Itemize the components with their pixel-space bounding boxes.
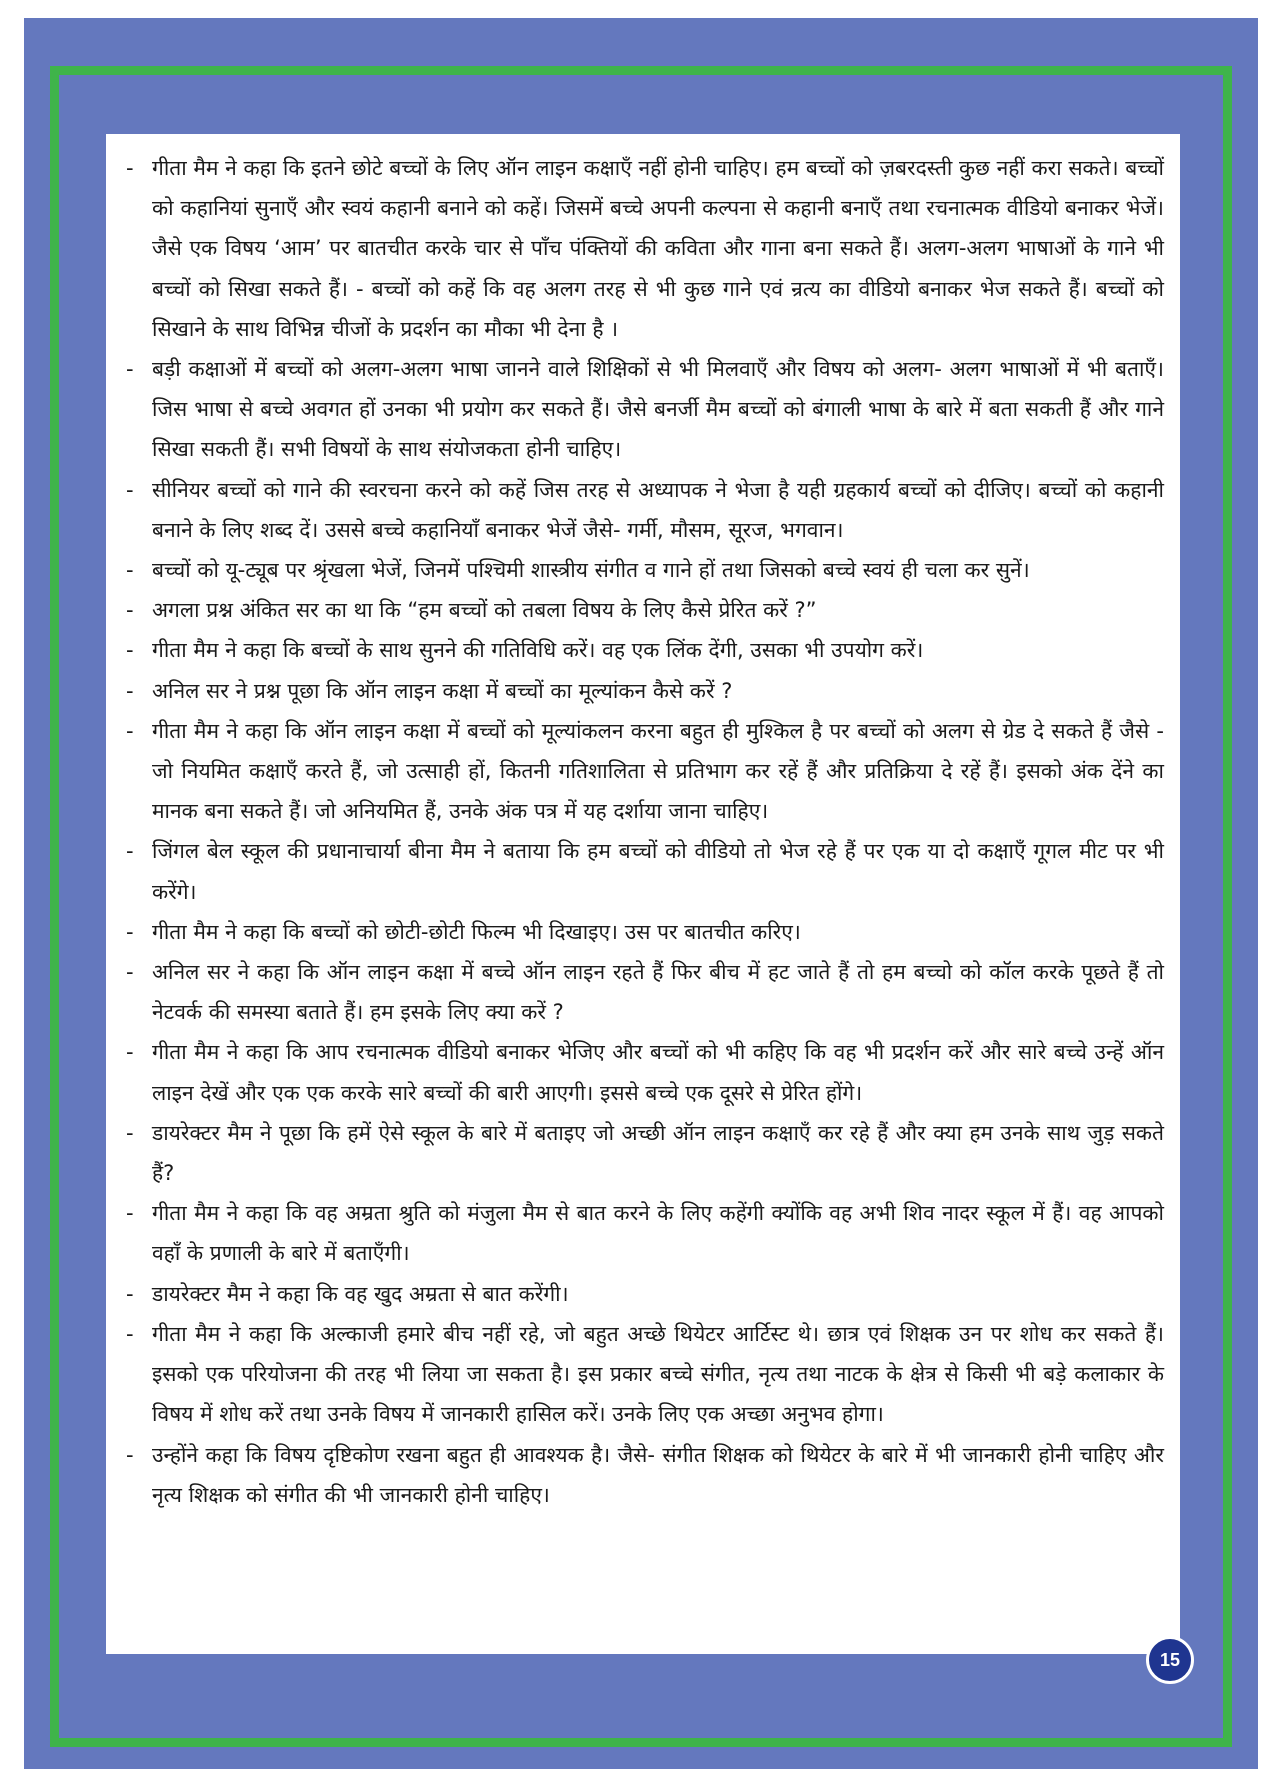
list-item bbox=[124, 470, 1164, 550]
minutes-list bbox=[124, 148, 1164, 1515]
bullet-dash: - bbox=[126, 357, 134, 382]
bullet-dash: - bbox=[126, 839, 134, 864]
item-text: अगला प्रश्न अंकित सर का था कि “हम बच्चों को तबला विषय के लिए कैसे प्रेरित करें ?” bbox=[152, 598, 817, 623]
item-text: उन्होंने कहा कि विषय दृष्टिकोण रखना बहुत ही आवश्यक है। जैसे- संगीत शिक्षक को थियेटर के बारे में भी जानकारी होनी चाहिए और नृत्य शिक्षक को संगीत की भी जानकारी होनी चाहिए। bbox=[152, 1442, 1164, 1507]
bullet-dash: - bbox=[126, 1040, 134, 1065]
bullet-dash: - bbox=[126, 1321, 134, 1346]
bullet-dash: - bbox=[126, 156, 134, 180]
list-item bbox=[124, 1193, 1164, 1273]
item-text: डायरेक्टर मैम ने पूछा कि हमें ऐसे स्कूल के बारे में बताइए जो अच्छी ऑन लाइन कक्षाएँ कर रहे हैं और क्या हम उनके साथ जुड़ सकते हैं? bbox=[152, 1120, 1164, 1186]
list-item bbox=[124, 148, 1164, 349]
bullet-dash: - bbox=[126, 1281, 134, 1306]
item-text: गीता मैम ने कहा कि बच्चों को छोटी-छोटी फिल्म भी दिखाइए। उस पर बातचीत करिए। bbox=[152, 919, 801, 944]
item-text: गीता मैम ने कहा कि ऑन लाइन कक्षा में बच्चों को मूल्यांकलन करना बहुत ही मुश्किल है पर बच्चों को अलग से ग्रेड दे सकते हैं जैसे - जो नियमित कक्षाएँ करते हैं, जो उत्साही हों, कितनी गतिशालिता से प्रतिभाग कर रहें हैं और प्रतिक्रिया दे रहें हैं। इसको अंक देंने का मानक बना सकते हैं। जो अनियमित हैं, उनके अंक पत्र में यह दर्शाया जाना चाहिए। bbox=[152, 718, 1164, 824]
item-text: गीता मैम ने कहा कि आप रचनात्मक वीडियो बनाकर भेजिए और बच्चों को भी कहिए कि वह भी प्रदर्शन करें और सारे बच्चे उन्हें ऑन लाइन देखें और एक एक करके सारे बच्चों की बारी आएगी। इससे बच्चे एक दूसरे से प्रेरित होंगे। bbox=[152, 1040, 1164, 1105]
list-item bbox=[124, 912, 1164, 952]
item-text: गीता मैम ने कहा कि अल्काजी हमारे बीच नहीं रहे, जो बहुत अच्छे थियेटर आर्टिस्ट थे। छात्र एवं शिक्षक उन पर शोध कर सकते हैं। इसको एक परियोजना की तरह भी लिया जा सकता है। इस प्रकार बच्चे संगीत, नृत्य तथा नाटक के क्षेत्र से किसी भी बड़े कलाकार के विषय में शोध करें तथा उनके विषय में जानकारी हासिल करें। उनके लिए एक अच्छा अनुभव होगा। bbox=[152, 1321, 1164, 1427]
list-item bbox=[124, 671, 1164, 711]
item-text: बड़ी कक्षाओं में बच्चों को अलग-अलग भाषा जानने वाले शिक्षिकों से भी मिलवाएँ और विषय को अलग- अलग भाषाओं में भी बताएँ। जिस भाषा से बच्चे अवगत हों उनका भी प्रयोग कर सकते हैं। जैसे बनर्जी मैम बच्चों को बंगाली भाषा के बारे में बता सकती हैं और गाने सिखा सकती हैं। सभी विषयों के साथ संयोजकता होनी चाहिए। bbox=[152, 357, 1164, 462]
item-text: अनिल सर ने प्रश्न पूछा कि ऑन लाइन कक्षा में बच्चों का मूल्यांकन कैसे करें ? bbox=[152, 678, 733, 703]
bullet-dash: - bbox=[126, 477, 134, 502]
bullet-dash: - bbox=[126, 1120, 134, 1145]
bullet-dash: - bbox=[126, 678, 134, 703]
item-text: गीता मैम ने कहा कि बच्चों के साथ सुनने की गतिविधि करें। वह एक लिंक देंगी, उसका भी उपयोग करें। bbox=[152, 638, 924, 663]
list-item bbox=[124, 349, 1164, 470]
page-number-badge: 15 bbox=[1146, 1636, 1194, 1684]
list-item bbox=[124, 711, 1164, 832]
item-text: बच्चों को यू-ट्यूब पर श्रृंखला भेजें, जिनमें पश्चिमी शास्त्रीय संगीत व गाने हों तथा जिसको बच्चे स्वयं ही चला कर सुनें। bbox=[152, 558, 1030, 583]
list-item bbox=[124, 1113, 1164, 1193]
item-text: गीता मैम ने कहा कि वह अम्रता श्रुति को मंजुला मैम से बात करने के लिए कहेंगी क्योंकि वह अभी शिव नादर स्कूल में हैं। वह आपको वहाँ के प्रणाली के बारे में बताएँगी। bbox=[152, 1201, 1164, 1266]
bullet-dash: - bbox=[126, 1201, 134, 1226]
list-item bbox=[124, 590, 1164, 630]
bullet-dash: - bbox=[126, 1442, 134, 1467]
list-item bbox=[124, 550, 1164, 590]
item-text: अनिल सर ने कहा कि ऑन लाइन कक्षा में बच्चे ऑन लाइन रहते हैं फिर बीच में हट जाते हैं तो हम बच्चो को कॉल करके पूछते हैं तो नेटवर्क की समस्या बताते हैं। हम इसके लिए क्या करें ? bbox=[152, 960, 1164, 1025]
list-item bbox=[124, 831, 1164, 911]
bullet-dash: - bbox=[126, 718, 134, 743]
list-item bbox=[124, 1435, 1164, 1515]
bullet-dash: - bbox=[126, 558, 134, 583]
item-text: गीता मैम ने कहा कि इतने छोटे बच्चों के लिए ऑन लाइन कक्षाएँ नहीं होनी चाहिए। हम बच्चों को ज़बरदस्ती कुछ नहीं करा सकते। बच्चों को कहानियां सुनाएँ और स्वयं कहानी बनाने को कहें। जिसमें बच्चे अपनी कल्पना से कहानी बनाएँ तथा रचनात्मक वीडियो बनाकर भेजें। जैसे एक विषय ‘आम’ पर बातचीत करके चार से पाँच पंक्तियों की कविता और गाना बना सकते हैं। अलग-अलग भाषाओं के गाने भी बच्चों को सिखा सकते हैं। - बच्चों को कहें कि वह अलग तरह से भी कुछ गाने एवं न्रत्य का वीडियो बनाकर भेज सकते हैं। बच्चों को सिखाने के साथ विभिन्न चीजों के प्रदर्शन का मौका भी देना है । bbox=[152, 156, 1164, 341]
bullet-dash: - bbox=[126, 598, 134, 623]
list-item bbox=[124, 1274, 1164, 1314]
item-text: सीनियर बच्चों को गाने की स्वरचना करने को कहें जिस तरह से अध्यापक ने भेजा है यही ग्रहकार्य बच्चों को दीजिए। बच्चों को कहानी बनाने के लिए शब्द दें। उससे बच्चे कहानियाँ बनाकर भेजें जैसे- गर्मी, मौसम, सूरज, भगवान। bbox=[152, 477, 1164, 542]
bullet-dash: - bbox=[126, 919, 134, 944]
item-text: डायरेक्टर मैम ने कहा कि वह खुद अम्रता से बात करेंगी। bbox=[152, 1281, 569, 1306]
bullet-dash: - bbox=[126, 960, 134, 985]
bullet-dash: - bbox=[126, 638, 134, 663]
list-item bbox=[124, 1314, 1164, 1435]
list-item bbox=[124, 1032, 1164, 1112]
list-item bbox=[124, 630, 1164, 670]
content-panel bbox=[106, 134, 1180, 1654]
list-item bbox=[124, 952, 1164, 1032]
item-text: जिंगल बेल स्कूल की प्रधानाचार्या बीना मैम ने बताया कि हम बच्चों को वीडियो तो भेज रहे हैं पर एक या दो कक्षाएँ गूगल मीट पर भी करेंगे। bbox=[152, 839, 1164, 904]
